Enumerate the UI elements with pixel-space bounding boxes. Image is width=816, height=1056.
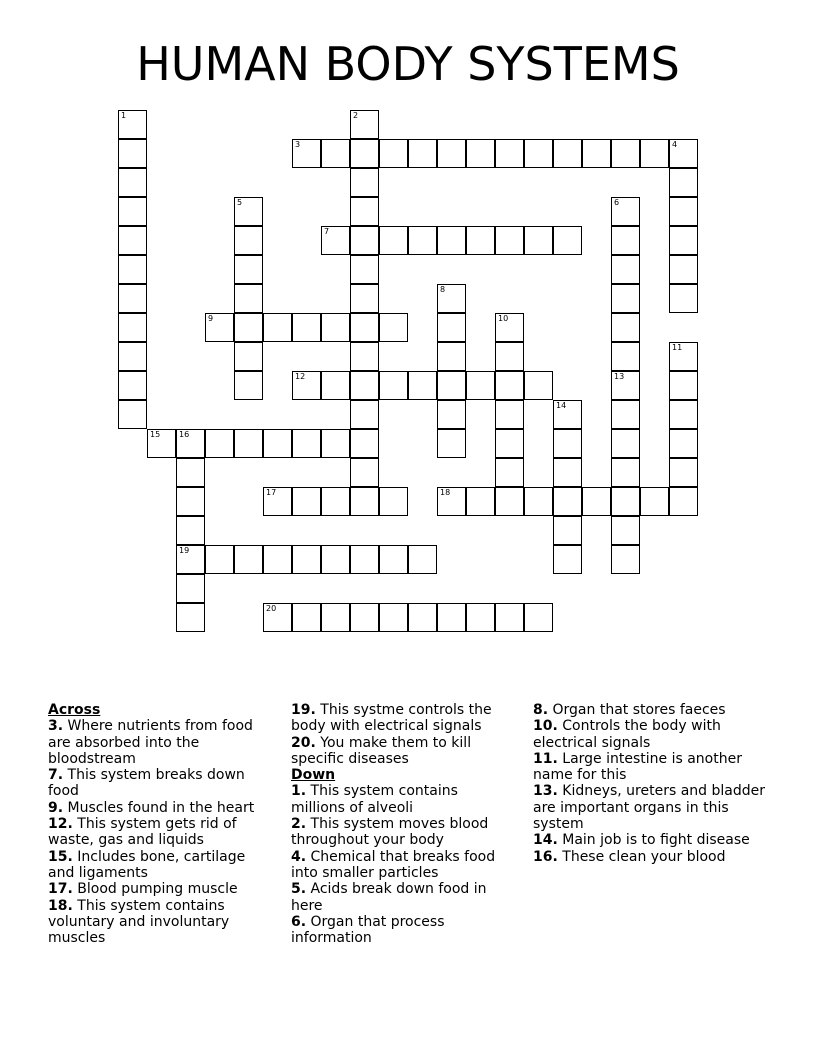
grid-cell[interactable] xyxy=(147,429,176,458)
clue-item-number: 9. xyxy=(48,799,64,816)
clue-number: 8 xyxy=(440,285,446,294)
clue-item-text: This system contains voluntary and involuntary muscles xyxy=(48,897,230,947)
grid-cell[interactable] xyxy=(379,545,408,574)
grid-cell[interactable] xyxy=(350,226,379,255)
clue-number: 13 xyxy=(614,372,625,381)
clue-number: 7 xyxy=(324,227,330,236)
grid-cell[interactable] xyxy=(321,545,350,574)
grid-cell[interactable] xyxy=(379,313,408,342)
grid-cell[interactable] xyxy=(176,516,205,545)
clue-item-text: Organ that stores faeces xyxy=(548,702,726,718)
grid-cell[interactable] xyxy=(234,313,263,342)
clue-item-number: 16. xyxy=(533,848,558,865)
grid-cell[interactable] xyxy=(321,603,350,632)
clue-number: 15 xyxy=(150,430,161,439)
grid-cell[interactable] xyxy=(437,400,466,429)
grid-cell[interactable] xyxy=(408,139,437,168)
clue-item-text: You make them to kill specific diseases xyxy=(291,734,472,767)
grid-cell[interactable] xyxy=(379,226,408,255)
grid-cell[interactable] xyxy=(292,487,321,516)
clue-item xyxy=(533,702,773,718)
clue-item-text: These clean your blood xyxy=(557,848,726,865)
grid-cell[interactable] xyxy=(350,313,379,342)
grid-cell[interactable] xyxy=(553,458,582,487)
clue-item-text: Muscles found in the heart xyxy=(63,799,255,816)
clue-item xyxy=(291,881,513,914)
grid-cell[interactable] xyxy=(669,342,698,371)
grid-cell[interactable] xyxy=(495,313,524,342)
clue-item xyxy=(48,849,270,882)
clue-item-text: This system gets rid of waste, gas and liquids xyxy=(48,816,237,849)
clue-item-text: Blood pumping muscle xyxy=(72,881,238,898)
grid-cell[interactable] xyxy=(321,313,350,342)
clue-item-text: Acids break down food in here xyxy=(291,881,487,914)
grid-cell[interactable] xyxy=(350,458,379,487)
grid-cell[interactable] xyxy=(611,284,640,313)
grid-cell[interactable] xyxy=(553,545,582,574)
grid-cell[interactable] xyxy=(611,516,640,545)
grid-cell[interactable] xyxy=(118,400,147,429)
grid-cell[interactable] xyxy=(669,400,698,429)
grid-cell[interactable] xyxy=(379,603,408,632)
clue-item-text: Main job is to fight disease xyxy=(557,832,750,849)
grid-cell[interactable] xyxy=(611,255,640,284)
clue-item-number: 17. xyxy=(48,881,73,898)
grid-cell[interactable] xyxy=(611,371,640,400)
clue-item-number: 12. xyxy=(48,816,73,833)
grid-cell[interactable] xyxy=(524,371,553,400)
clue-number: 6 xyxy=(614,198,620,207)
grid-cell[interactable] xyxy=(176,603,205,632)
clue-number: 14 xyxy=(556,401,567,410)
clue-item-number: 8. xyxy=(533,702,549,718)
grid-cell[interactable] xyxy=(321,139,350,168)
grid-cell[interactable] xyxy=(176,574,205,603)
grid-cell[interactable] xyxy=(292,139,321,168)
grid-cell[interactable] xyxy=(408,603,437,632)
grid-cell[interactable] xyxy=(669,197,698,226)
grid-cell[interactable] xyxy=(495,458,524,487)
clue-item-number: 19. xyxy=(291,702,316,718)
grid-cell[interactable] xyxy=(669,255,698,284)
grid-cell[interactable] xyxy=(379,371,408,400)
clue-item xyxy=(533,849,773,865)
grid-cell[interactable] xyxy=(234,342,263,371)
grid-cell[interactable] xyxy=(118,255,147,284)
grid-cell[interactable] xyxy=(437,284,466,313)
grid-cell[interactable] xyxy=(553,139,582,168)
grid-cell[interactable] xyxy=(263,545,292,574)
grid-cell[interactable] xyxy=(582,487,611,516)
clue-number: 12 xyxy=(295,372,306,381)
grid-cell[interactable] xyxy=(118,313,147,342)
grid-cell[interactable] xyxy=(321,487,350,516)
clue-item xyxy=(533,718,773,751)
grid-cell[interactable] xyxy=(118,371,147,400)
grid-cell[interactable] xyxy=(118,110,147,139)
grid-cell[interactable] xyxy=(495,226,524,255)
clue-item-text: Large intestine is another name for this xyxy=(533,750,742,784)
grid-cell[interactable] xyxy=(176,545,205,574)
grid-cell[interactable] xyxy=(350,110,379,139)
grid-cell[interactable] xyxy=(350,400,379,429)
grid-cell[interactable] xyxy=(234,545,263,574)
clue-heading: Across xyxy=(48,702,101,718)
grid-cell[interactable] xyxy=(524,226,553,255)
grid-cell[interactable] xyxy=(611,226,640,255)
grid-cell[interactable] xyxy=(234,371,263,400)
grid-cell[interactable] xyxy=(524,487,553,516)
grid-cell[interactable] xyxy=(350,371,379,400)
clue-item xyxy=(291,702,513,735)
grid-cell[interactable] xyxy=(292,371,321,400)
grid-cell[interactable] xyxy=(118,226,147,255)
grid-cell[interactable] xyxy=(553,516,582,545)
grid-cell[interactable] xyxy=(611,342,640,371)
clue-item-number: 13. xyxy=(533,783,558,800)
clue-item xyxy=(291,735,513,768)
grid-cell[interactable] xyxy=(495,400,524,429)
clue-number: 11 xyxy=(672,343,683,352)
clue-list xyxy=(0,702,816,1002)
grid-cell[interactable] xyxy=(263,603,292,632)
grid-cell[interactable] xyxy=(669,458,698,487)
clue-number: 1 xyxy=(121,111,127,120)
clue-item xyxy=(533,832,773,848)
grid-cell[interactable] xyxy=(118,284,147,313)
clue-item-number: 2. xyxy=(291,816,307,833)
clue-item-number: 14. xyxy=(533,832,558,849)
clue-item-text: This system contains millions of alveoli xyxy=(291,783,458,816)
grid-cell[interactable] xyxy=(611,139,640,168)
grid-cell[interactable] xyxy=(205,429,234,458)
clue-heading: Down xyxy=(291,767,336,784)
grid-cell[interactable] xyxy=(466,226,495,255)
grid-cell[interactable] xyxy=(234,429,263,458)
page-title: HUMAN BODY SYSTEMS xyxy=(136,37,680,91)
grid-cell[interactable] xyxy=(350,342,379,371)
grid-cell[interactable] xyxy=(118,197,147,226)
grid-cell[interactable] xyxy=(205,313,234,342)
grid-cell[interactable] xyxy=(495,603,524,632)
grid-cell[interactable] xyxy=(118,168,147,197)
grid-cell[interactable] xyxy=(118,342,147,371)
grid-cell[interactable] xyxy=(611,458,640,487)
grid-cell[interactable] xyxy=(611,197,640,226)
grid-cell[interactable] xyxy=(350,197,379,226)
grid-cell[interactable] xyxy=(234,197,263,226)
grid-cell[interactable] xyxy=(321,371,350,400)
grid-cell[interactable] xyxy=(350,255,379,284)
grid-cell[interactable] xyxy=(669,429,698,458)
clue-number: 5 xyxy=(237,198,243,207)
clue-item-text: Includes bone, cartilage and ligaments xyxy=(48,848,246,881)
grid-cell[interactable] xyxy=(524,603,553,632)
grid-cell[interactable] xyxy=(321,226,350,255)
clue-item-number: 5. xyxy=(291,881,307,898)
clue-number: 4 xyxy=(672,140,678,149)
grid-cell[interactable] xyxy=(495,429,524,458)
clue-number: 19 xyxy=(179,546,190,555)
clue-item xyxy=(48,767,270,800)
clue-item-number: 1. xyxy=(291,783,307,800)
grid-cell[interactable] xyxy=(292,313,321,342)
clue-item-text: Controls the body with electrical signals xyxy=(533,718,721,751)
clue-item-text: Where nutrients from food are absorbed into the bloodstream xyxy=(48,718,253,767)
grid-cell[interactable] xyxy=(437,603,466,632)
clue-number: 18 xyxy=(440,488,451,497)
grid-cell[interactable] xyxy=(553,226,582,255)
grid-cell[interactable] xyxy=(379,487,408,516)
grid-cell[interactable] xyxy=(611,545,640,574)
grid-cell[interactable] xyxy=(350,545,379,574)
clue-item-number: 20. xyxy=(291,734,316,751)
grid-cell[interactable] xyxy=(408,226,437,255)
grid-cell[interactable] xyxy=(176,429,205,458)
clue-item xyxy=(48,800,270,816)
clue-item-number: 6. xyxy=(291,913,307,930)
clue-number: 20 xyxy=(266,604,277,613)
grid-cell[interactable] xyxy=(611,313,640,342)
grid-cell[interactable] xyxy=(234,255,263,284)
grid-cell[interactable] xyxy=(234,284,263,313)
grid-cell[interactable] xyxy=(495,139,524,168)
clue-item xyxy=(533,783,773,832)
clue-item-text: This systme controls the body with electrical signals xyxy=(291,702,492,735)
grid-cell[interactable] xyxy=(437,429,466,458)
grid-cell[interactable] xyxy=(437,226,466,255)
clue-item xyxy=(291,914,513,947)
grid-cell[interactable] xyxy=(495,371,524,400)
clue-number: 3 xyxy=(295,140,301,149)
clue-number: 17 xyxy=(266,488,277,497)
clue-item-text: Chemical that breaks food into smaller particles xyxy=(291,848,496,881)
grid-cell[interactable] xyxy=(669,139,698,168)
clue-number: 9 xyxy=(208,314,214,323)
clue-item-number: 7. xyxy=(48,767,64,784)
clue-item-number: 15. xyxy=(48,848,73,865)
clue-item xyxy=(48,881,270,897)
grid-cell[interactable] xyxy=(611,487,640,516)
grid-cell[interactable] xyxy=(292,545,321,574)
grid-cell[interactable] xyxy=(437,371,466,400)
clue-item xyxy=(291,849,513,882)
grid-cell[interactable] xyxy=(553,487,582,516)
grid-cell[interactable] xyxy=(611,429,640,458)
grid-cell[interactable] xyxy=(495,342,524,371)
clue-item-text: This system breaks down food xyxy=(48,767,245,800)
grid-cell[interactable] xyxy=(669,371,698,400)
grid-cell[interactable] xyxy=(176,487,205,516)
grid-cell[interactable] xyxy=(408,545,437,574)
grid-cell[interactable] xyxy=(466,487,495,516)
clue-item-number: 4. xyxy=(291,848,307,865)
grid-cell[interactable] xyxy=(466,139,495,168)
grid-cell[interactable] xyxy=(205,545,234,574)
grid-cell[interactable] xyxy=(437,342,466,371)
grid-cell[interactable] xyxy=(234,226,263,255)
clue-item-number: 10. xyxy=(533,718,558,735)
grid-cell[interactable] xyxy=(669,168,698,197)
grid-cell[interactable] xyxy=(640,139,669,168)
grid-cell[interactable] xyxy=(669,487,698,516)
grid-cell[interactable] xyxy=(263,313,292,342)
clue-item xyxy=(48,898,270,947)
clue-column-3 xyxy=(533,702,773,865)
clue-item xyxy=(48,718,270,767)
grid-cell[interactable] xyxy=(640,487,669,516)
clue-item-number: 11. xyxy=(533,750,558,767)
clue-item xyxy=(291,816,513,849)
clue-item-text: Organ that process information xyxy=(291,913,445,947)
grid-cell[interactable] xyxy=(350,603,379,632)
grid-cell[interactable] xyxy=(379,139,408,168)
grid-cell[interactable] xyxy=(437,313,466,342)
grid-cell[interactable] xyxy=(466,603,495,632)
clue-column-1 xyxy=(48,702,270,946)
grid-cell[interactable] xyxy=(495,487,524,516)
grid-cell[interactable] xyxy=(350,487,379,516)
clue-number: 16 xyxy=(179,430,190,439)
grid-cell[interactable] xyxy=(553,400,582,429)
grid-cell[interactable] xyxy=(582,139,611,168)
grid-cell[interactable] xyxy=(263,487,292,516)
grid-cell[interactable] xyxy=(292,429,321,458)
grid-cell[interactable] xyxy=(669,284,698,313)
grid-cell[interactable] xyxy=(408,371,437,400)
grid-cell[interactable] xyxy=(350,168,379,197)
grid-cell[interactable] xyxy=(437,487,466,516)
clue-item-text: Kidneys, ureters and bladder are important organs in this system xyxy=(533,783,766,833)
grid-cell[interactable] xyxy=(466,371,495,400)
grid-cell[interactable] xyxy=(350,139,379,168)
grid-cell[interactable] xyxy=(263,429,292,458)
grid-cell[interactable] xyxy=(292,603,321,632)
grid-cell[interactable] xyxy=(118,139,147,168)
clue-column-2 xyxy=(291,702,513,946)
clue-number: 10 xyxy=(498,314,509,323)
clue-item xyxy=(533,751,773,784)
grid-cell[interactable] xyxy=(611,400,640,429)
grid-cell[interactable] xyxy=(321,429,350,458)
clue-item-text: This system moves blood throughout your body xyxy=(291,816,489,849)
grid-cell[interactable] xyxy=(437,139,466,168)
clue-item-number: 3. xyxy=(48,718,64,735)
grid-cell[interactable] xyxy=(669,226,698,255)
grid-cell[interactable] xyxy=(524,139,553,168)
clue-item xyxy=(48,816,270,849)
clue-number: 2 xyxy=(353,111,359,120)
grid-cell[interactable] xyxy=(553,429,582,458)
grid-cell[interactable] xyxy=(176,458,205,487)
grid-cell[interactable] xyxy=(350,284,379,313)
clue-item xyxy=(291,783,513,816)
grid-cell[interactable] xyxy=(350,429,379,458)
clue-item-number: 18. xyxy=(48,897,73,914)
